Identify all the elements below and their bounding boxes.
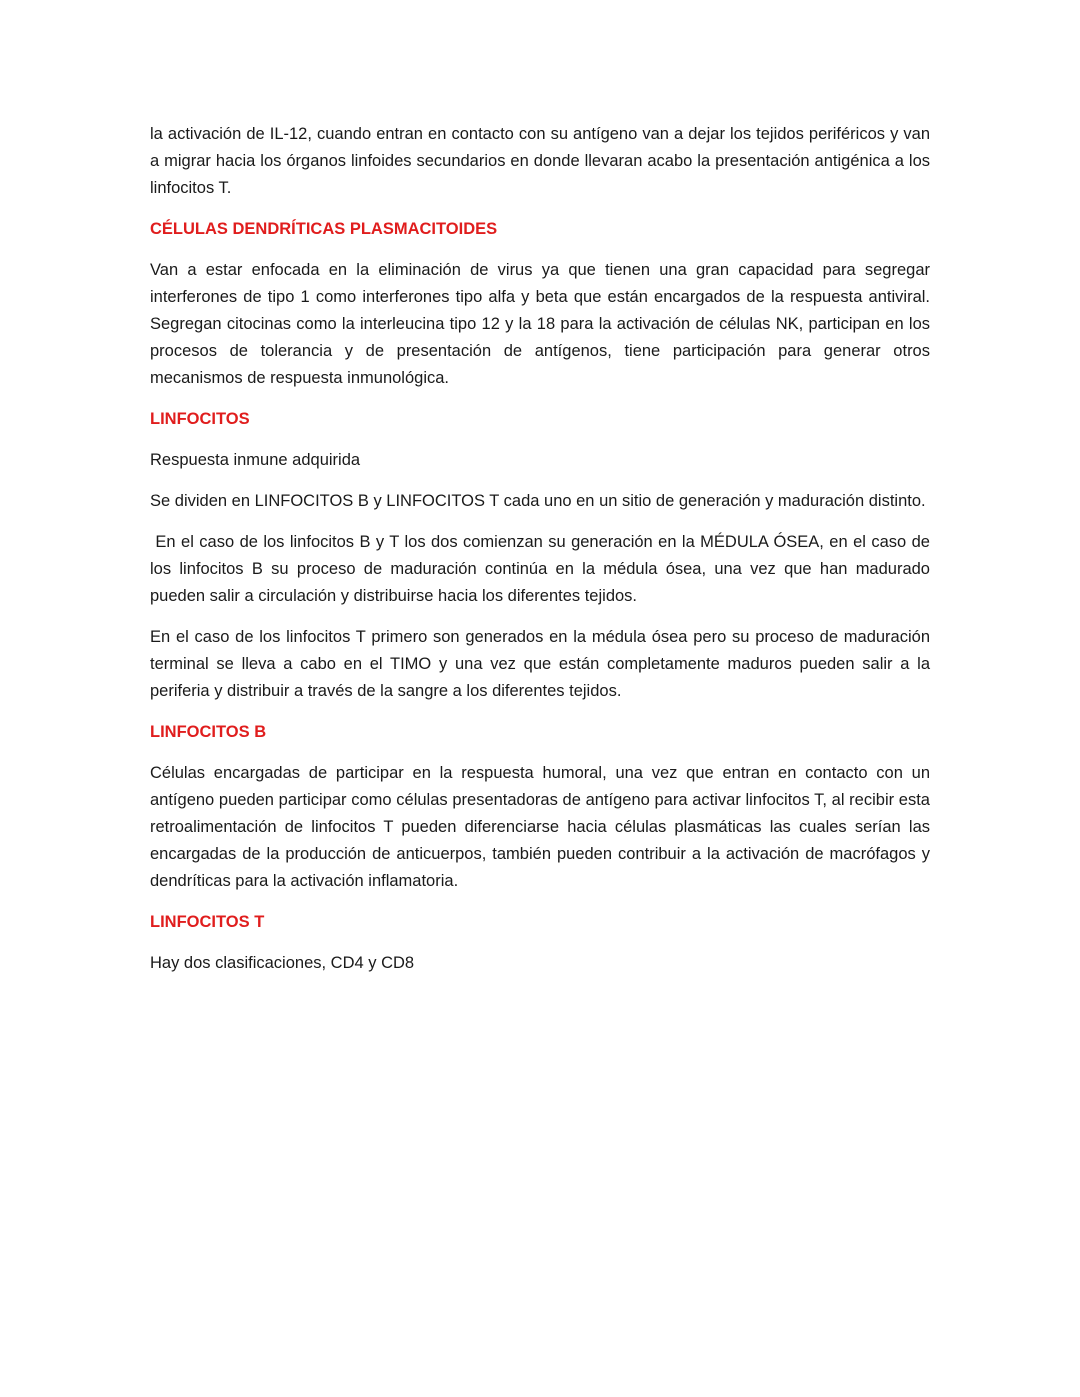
paragraph-linfocitos-b-description: Células encargadas de participar en la respuesta humoral, una vez que entran en contacto con un antígeno pueden participar como células presentadoras de antígeno para activar linfocitos T, al recibir esta retroalimentación de linfocitos T pueden diferenciarse hacia células plasmáticas las cuales serían las encargadas de la producción de anticuerpos, también pueden contribuir a la activación de macrófagos y dendríticas para la activación inflamatoria. — [150, 764, 935, 890]
paragraph-respuesta-inmune: Respuesta inmune adquirida — [150, 451, 361, 469]
section-heading-linfocitos-t: LINFOCITOS T — [150, 913, 265, 931]
paragraph-division-linfocitos: Se dividen en LINFOCITOS B y LINFOCITOS T cada uno en un sitio de generación y maduración distinto. — [150, 492, 926, 510]
paragraph-plasmacitoides-description: Van a estar enfocada en la eliminación de virus ya que tienen una gran capacidad para segregar interferones de tipo 1 como interferones tipo alfa y beta que están encargados de la respuesta antiviral. Segregan citocinas como la interleucina tipo 12 y la 18 para la activación de células NK, participan en los procesos de tolerancia y de presentación de antígenos, tiene participación para generar otros mecanismos de respuesta inmunológica. — [150, 261, 935, 387]
section-heading-linfocitos-b: LINFOCITOS B — [150, 723, 267, 741]
paragraph-linfocitos-b-t-generacion: En el caso de los linfocitos B y T los dos comienzan su generación en la MÉDULA ÓSEA, en el caso de los linfocitos B su proceso de maduración continúa en la médula ósea, una vez que han madurado pueden salir a circulación y distribuirse hacia los diferentes tejidos. — [150, 533, 935, 605]
paragraph-linfocitos-t-maduracion: En el caso de los linfocitos T primero son generados en la médula ósea pero su proceso de maduración terminal se lleva a cabo en el TIMO y una vez que están completamente maduros pueden salir a la periferia y distribuir a través de la sangre a los diferentes tejidos. — [150, 628, 935, 700]
section-heading-celulas-dendriticas-plasmacitoides: CÉLULAS DENDRÍTICAS PLASMACITOIDES — [150, 220, 498, 238]
paragraph-il12-activation: la activación de IL-12, cuando entran en contacto con su antígeno van a dejar los tejidos periféricos y van a migrar hacia los órganos linfoides secundarios en donde llevaran acabo la presentación antigénica a los linfocitos T. — [150, 125, 935, 197]
section-heading-linfocitos: LINFOCITOS — [150, 410, 250, 428]
paragraph-linfocitos-t-clasificaciones: Hay dos clasificaciones, CD4 y CD8 — [150, 954, 415, 972]
